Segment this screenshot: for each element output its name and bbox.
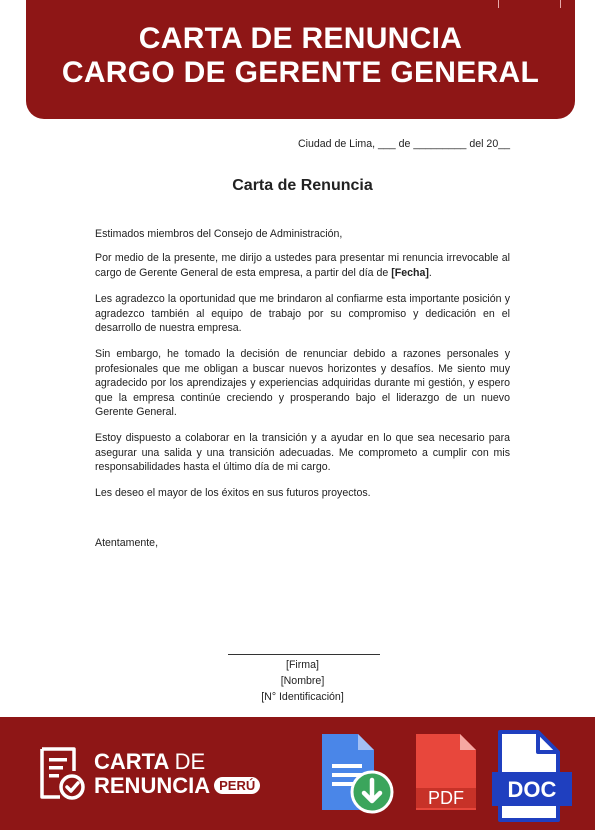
letter-paragraph-3: Sin embargo, he tomado la decisión de renunciar debido a razones personales y profesionales que me obligan a buscar nuevos horizontes y desafíos. Me siento muy agradecido por los aprendizajes y experiencias adquiridas durante mi gestión, y espero que la empresa continúe creciendo y prosperando bajo el liderazgo de un nuevo Gerente General. — [95, 348, 510, 419]
brand-line-2 — [94, 774, 260, 798]
brand-badge-peru: PERÚ — [214, 777, 260, 794]
letter-paragraph-1 — [95, 251, 510, 280]
brand-word-carta: CARTA — [94, 749, 169, 774]
doc-label: DOC — [507, 777, 557, 802]
letter-paragraph-4: Estoy dispuesto a colaborar en la transición y a ayudar en lo que sea necesario para asegurar una salida y una transición adecuadas. Me comprometo a cumplir con mis responsabilidades hasta el último día de mi cargo. — [95, 432, 510, 474]
brand-line-1 — [94, 750, 260, 774]
signature-line — [228, 654, 380, 655]
banner-title-line-1: CARTA DE RENUNCIA — [138, 22, 463, 55]
letter-paragraph-5: Les deseo el mayor de los éxitos en sus futuros proyectos. — [95, 487, 371, 499]
google-docs-download-icon[interactable] — [316, 730, 396, 818]
letter-check-icon — [40, 747, 86, 801]
crop-mark — [498, 0, 499, 8]
letter-salutation: Estimados miembros del Consejo de Administración, — [95, 228, 343, 240]
signature-firma: [Firma] — [286, 659, 319, 671]
paragraph-1-text: Por medio de la presente, me dirijo a ustedes para presentar mi renuncia irrevocable al cargo de Gerente General de esta empresa, a partir del día de — [95, 252, 510, 279]
footer-banner — [0, 717, 595, 830]
brand-logo-text — [94, 750, 260, 798]
doc-file-icon[interactable] — [492, 730, 574, 822]
letter-dateline: Ciudad de Lima, ___ de _________ del 20__ — [297, 138, 510, 150]
paragraph-1-end: . — [428, 266, 432, 279]
banner-title-line-2: CARGO DE GERENTE GENERAL — [61, 56, 540, 89]
date-placeholder: [Fecha] — [391, 266, 429, 279]
signature-nombre: [Nombre] — [280, 675, 325, 687]
letter-closing: Atentamente, — [95, 537, 159, 549]
brand-word-de: DE — [174, 749, 206, 774]
title-banner — [26, 0, 575, 119]
signature-identificacion: [N° Identificación] — [261, 691, 344, 703]
crop-mark — [560, 0, 561, 8]
letter-paragraph-2: Les agradezco la oportunidad que me brindaron al confiarme esta importante posición y agradezco también al equipo de trabajo por su compromiso y dedicación en el desarrollo de nuestra empresa. — [95, 293, 510, 335]
pdf-file-icon[interactable] — [412, 730, 482, 818]
banner-title — [26, 22, 575, 90]
letter-title: Carta de Renuncia — [232, 177, 373, 194]
brand-word-renuncia: RENUNCIA — [94, 773, 211, 798]
pdf-label: PDF — [428, 788, 464, 808]
